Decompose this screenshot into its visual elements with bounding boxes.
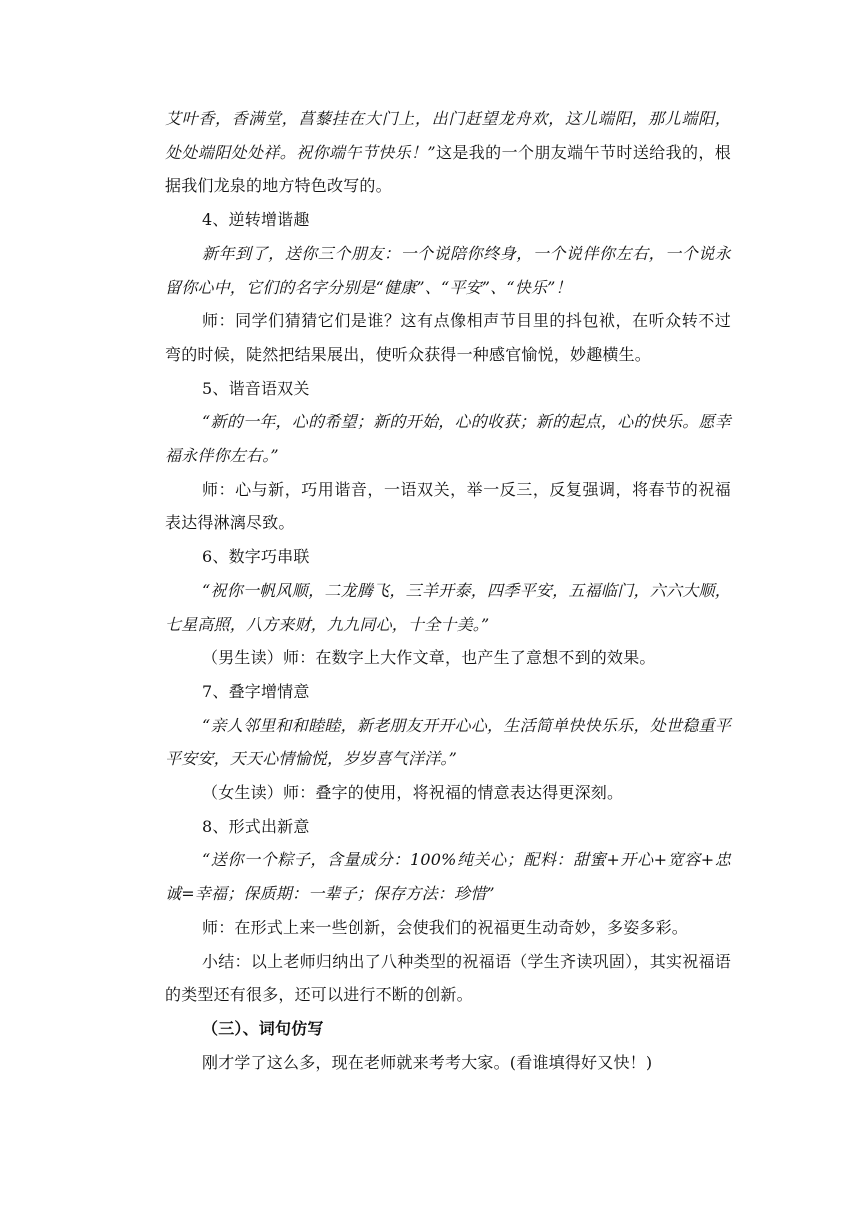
teacher-comment-5: 师：心与新，巧用谐音，一语双关，举一反三，反复强调，将春节的祝福表达得淋漓尽致。 <box>165 479 731 533</box>
quote-4: 新年到了，送你三个朋友：一个说陪你终身，一个说伴你左右，一个说永留你心中，它们的名字分别是“健康”、“平安”、“快乐”！ <box>165 243 731 297</box>
quote-7: “亲人邻里和和睦睦，新老朋友开开心心，生活简单快快乐乐，处世稳重平平安安，天天心情愉悦，岁岁喜气洋洋。” <box>165 715 731 769</box>
closing-paragraph: 刚才学了这么多，现在老师就来考考大家。(看谁填得好又快！) <box>202 1052 653 1072</box>
poem-paragraph <box>165 102 731 203</box>
quote-6: “祝你一帆风顺，二龙腾飞，三羊开泰，四季平安，五福临门，六六大顺，七星高照，八方来财，九九同心，十全十美。” <box>165 580 731 634</box>
quote-5: “新的一年，心的希望；新的开始，心的收获；新的起点，心的快乐。愿幸福永伴你左右。” <box>165 412 731 466</box>
poem-explanation: 这是我的一个朋友端午节时送给我的，根据我们龙泉的地方特色改写的。 <box>165 142 731 196</box>
summary-paragraph: 小结：以上老师归纳出了八种类型的祝福语（学生齐读巩固），其实祝福语的类型还有很多，还可以进行不断的创新。 <box>165 951 731 1005</box>
teacher-comment-6: （男生读）师：在数字上大作文章，也产生了意想不到的效果。 <box>202 648 656 668</box>
teacher-comment-7: （女生读）师：叠字的使用，将祝福的情意表达得更深刻。 <box>202 783 624 803</box>
heading-8: 8、形式出新意 <box>202 816 310 836</box>
heading-7: 7、叠字增情意 <box>202 681 310 701</box>
heading-5: 5、谐音语双关 <box>202 378 310 398</box>
heading-4: 4、逆转增谐趣 <box>202 210 310 230</box>
quote-8: “送你一个粽子，含量成分：100%纯关心；配料：甜蜜+开心+宽容+忠诚=幸福；保质期：一辈子；保存方法：珍惜” <box>165 850 731 904</box>
section-heading-3: （三）、词句仿写 <box>202 1018 324 1038</box>
body-text <box>165 102 731 1079</box>
poem-quote: 艾叶香，香满堂，菖藜挂在大门上，出门赶望龙舟欢，这儿端阳，那儿端阳，处处端阳处处祥。祝你端午节快乐！” <box>165 109 731 162</box>
heading-6: 6、数字巧串联 <box>202 547 310 567</box>
teacher-comment-4: 师：同学们猜猜它们是谁？这有点像相声节目里的抖包袱，在听众转不过弯的时候，陡然把结果展出，使听众获得一种感官愉悦，妙趣横生。 <box>165 311 731 364</box>
teacher-comment-8: 师：在形式上来一些创新，会使我们的祝福更生动奇妙，多姿多彩。 <box>202 917 689 937</box>
